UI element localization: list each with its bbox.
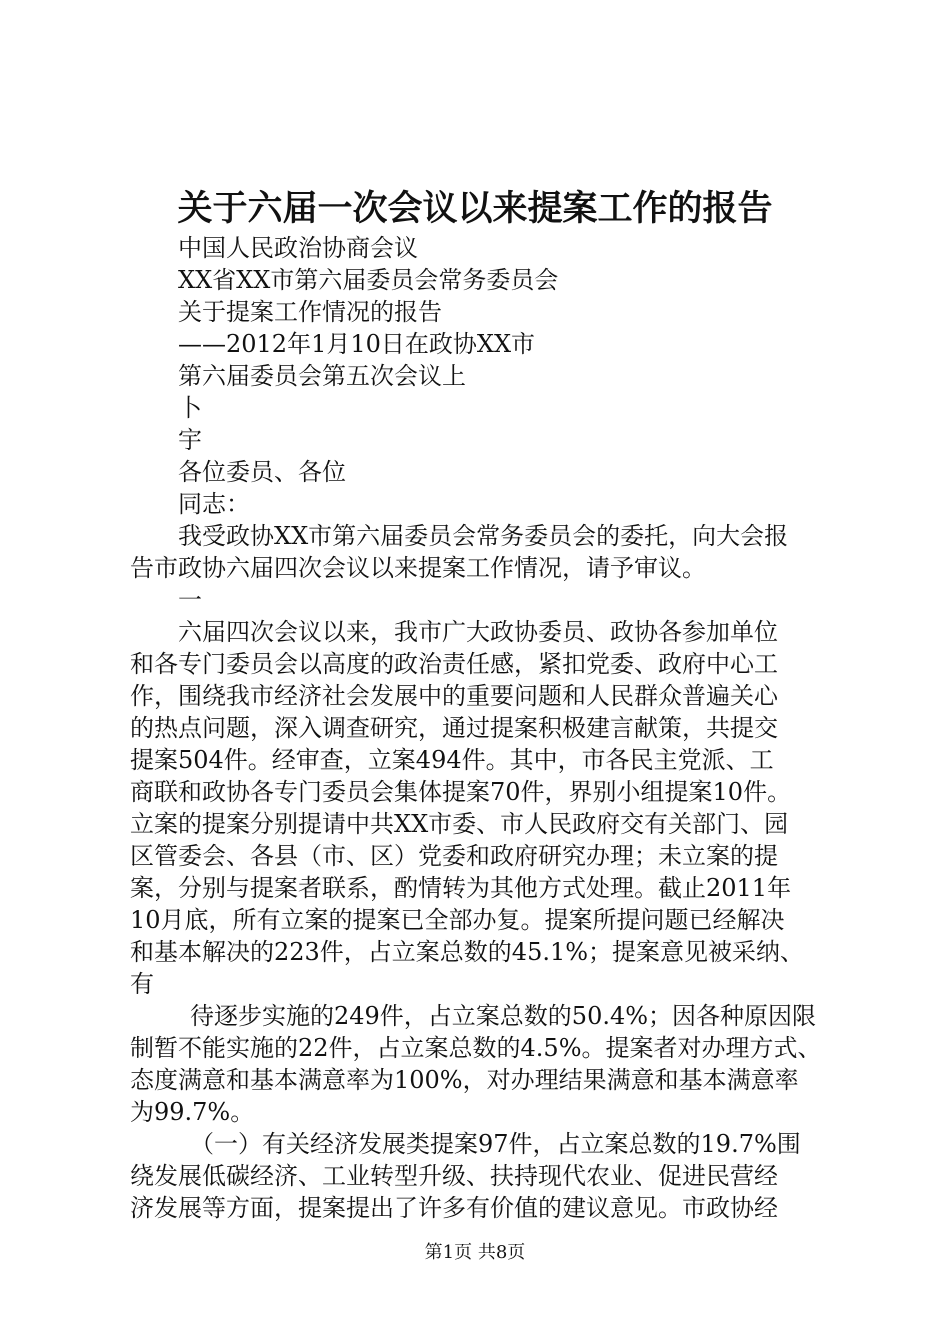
paragraph-line: 六届四次会议以来，我市广大政协委员、政协各参加单位 <box>178 618 778 646</box>
paragraph-line: 为99.7%。 <box>130 1098 255 1126</box>
salutation-line: 同志： <box>178 490 250 518</box>
heading-line: 关于提案工作情况的报告 <box>178 298 442 326</box>
heading-line: 中国人民政治协商会议 <box>178 234 418 262</box>
paragraph-implementation <box>130 1000 850 1128</box>
document-title: 关于六届一次会议以来提案工作的报告 <box>177 188 773 229</box>
paragraph-line: 制暂不能实施的22件，占立案总数的4.5%。提案者对办理方式、 <box>130 1034 822 1062</box>
paragraph-line: 区管委会、各县（市、区）党委和政府研究办理；未立案的提 <box>130 842 778 870</box>
paragraph-line: （一）有关经济发展类提案97件，占立案总数的19.7%围 <box>190 1130 801 1158</box>
paragraph-line: 提案504件。经审查，立案494件。其中，市各民主党派、工 <box>130 746 774 774</box>
paragraph-line: 立案的提案分别提请中共XX市委、市人民政府交有关部门、园 <box>130 810 789 838</box>
paragraph-economic <box>130 1128 850 1224</box>
page-footer: 第1页 共8页 <box>424 1242 526 1263</box>
paragraph-line: 的热点问题，深入调查研究，通过提案积极建言献策，共提交 <box>130 714 778 742</box>
paragraph-line: 待逐步实施的249件，占立案总数的50.4%；因各种原因限 <box>190 1002 817 1030</box>
paragraph-line: 和基本解决的223件，占立案总数的45.1%；提案意见被采纳、 <box>130 938 805 966</box>
paragraph-line: 我受政协XX市第六届委员会常务委员会的委托，向大会报 <box>178 522 789 550</box>
paragraph-line: 绕发展低碳经济、工业转型升级、扶持现代农业、促进民营经 <box>130 1162 778 1190</box>
heading-line: 第六届委员会第五次会议上 <box>178 362 466 390</box>
heading-line: XX省XX市第六届委员会常务委员会 <box>178 266 559 294</box>
paragraph-line: 态度满意和基本满意率为100%，对办理结果满意和基本满意率 <box>130 1066 799 1094</box>
section-mark: 一 <box>178 586 202 614</box>
paragraph-line: 济发展等方面，提案提出了许多有价值的建议意见。市政协经 <box>130 1194 778 1222</box>
paragraph-intro <box>130 520 850 584</box>
paragraph-line: 告市政协六届四次会议以来提案工作情况，请予审议。 <box>130 554 706 582</box>
paragraph-line: 案，分别与提案者联系，酌情转为其他方式处理。截止2011年 <box>130 874 792 902</box>
paragraph-line: 有 <box>130 970 154 998</box>
paragraph-line: 作，围绕我市经济社会发展中的重要问题和人民群众普遍关心 <box>130 682 778 710</box>
paragraph-line: 商联和政协各专门委员会集体提案70件，界别小组提案10件。 <box>130 778 792 806</box>
document-body <box>130 232 850 1224</box>
salutation-line: 各位委员、各位 <box>178 458 346 486</box>
paragraph-line: 和各专门委员会以高度的政治责任感，紧扣党委、政府中心工 <box>130 650 778 678</box>
heading-line: 宇 <box>178 426 202 454</box>
paragraph-line: 10月底，所有立案的提案已全部办复。提案所提问题已经解决 <box>130 906 785 934</box>
heading-line: 卜 <box>178 394 202 422</box>
paragraph-overview <box>130 616 850 1000</box>
heading-line: ——2012年1月10日在政协XX市 <box>178 330 536 358</box>
report-heading <box>130 232 850 520</box>
